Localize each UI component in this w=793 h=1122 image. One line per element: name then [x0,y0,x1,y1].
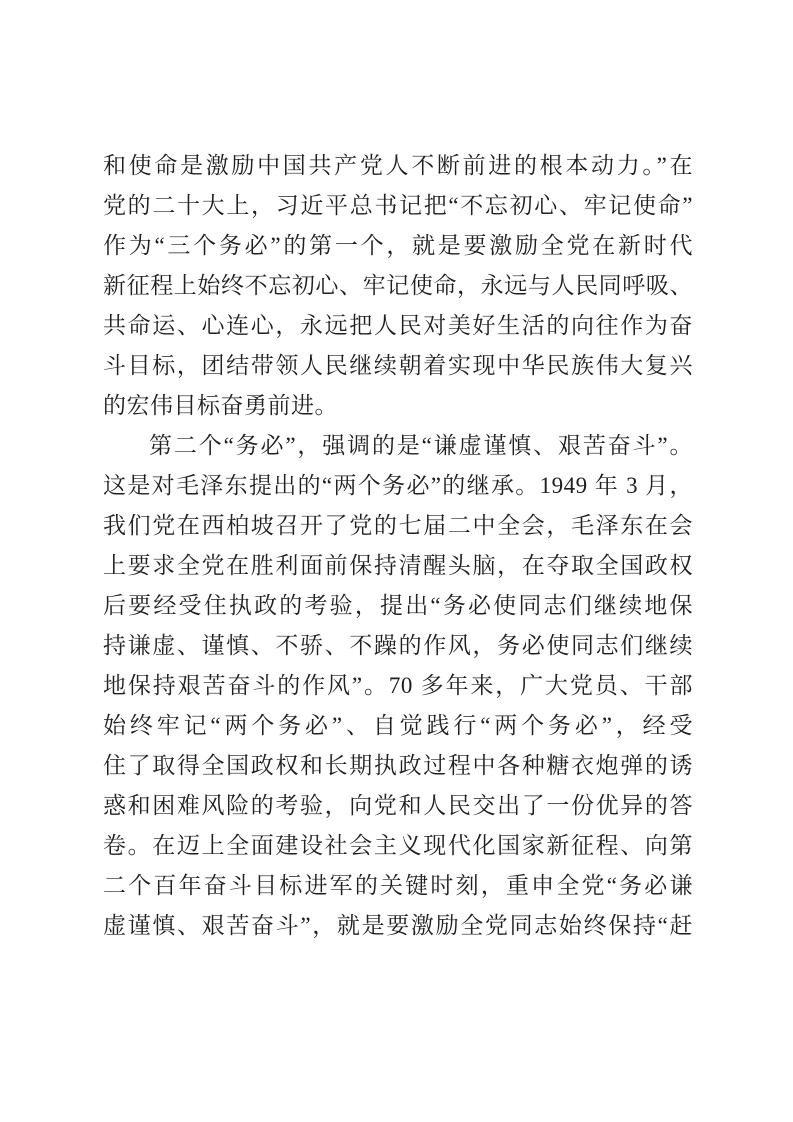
text-line: 新征程上始终不忘初心、牢记使命，永远与人民同呼吸、 [103,273,693,298]
text-line: 这是对毛泽东提出的“两个务必”的继承。1949 年 3 月， [103,473,693,498]
text-line: 我们党在西柏坡召开了党的七届二中全会，毛泽东在会 [103,513,693,538]
text-line: 卷。在迈上全面建设社会主义现代化国家新征程、向第 [103,833,693,858]
text-line: 共命运、心连心，永远把人民对美好生活的向往作为奋 [103,313,693,338]
text-line: 后要经受住执政的考验，提出“务必使同志们继续地保 [103,593,693,618]
text-line: 始终牢记“两个务必”、自觉践行“两个务必”，经受 [103,713,693,738]
text-line: 斗目标，团结带领人民继续朝着实现中华民族伟大复兴 [103,353,693,378]
text-line: 住了取得全国政权和长期执政过程中各种糖衣炮弹的诱 [103,753,693,778]
text-line: 的宏伟目标奋勇前进。 [103,393,338,418]
text-line: 作为“三个务必”的第一个，就是要激励全党在新时代 [103,233,693,258]
text-line: 持谦虚、谨慎、不骄、不躁的作风，务必使同志们继续 [103,633,693,658]
text-line: 第二个“务必”，强调的是“谦虚谨慎、艰苦奋斗”。 [149,433,693,458]
text-line: 惑和困难风险的考验，向党和人民交出了一份优异的答 [103,793,693,818]
text-line: 和使命是激励中国共产党人不断前进的根本动力。”在 [103,153,693,178]
text-line: 虚谨慎、艰苦奋斗”，就是要激励全党同志始终保持“赶 [103,913,693,938]
text-line: 党的二十大上，习近平总书记把“不忘初心、牢记使命” [103,193,693,218]
text-line: 地保持艰苦奋斗的作风”。70 多年来，广大党员、干部 [103,673,693,698]
text-line: 二个百年奋斗目标进军的关键时刻，重申全党“务必谦 [103,873,693,898]
text-line: 上要求全党在胜利面前保持清醒头脑，在夺取全国政权 [103,553,693,578]
document-text-block [103,146,693,946]
